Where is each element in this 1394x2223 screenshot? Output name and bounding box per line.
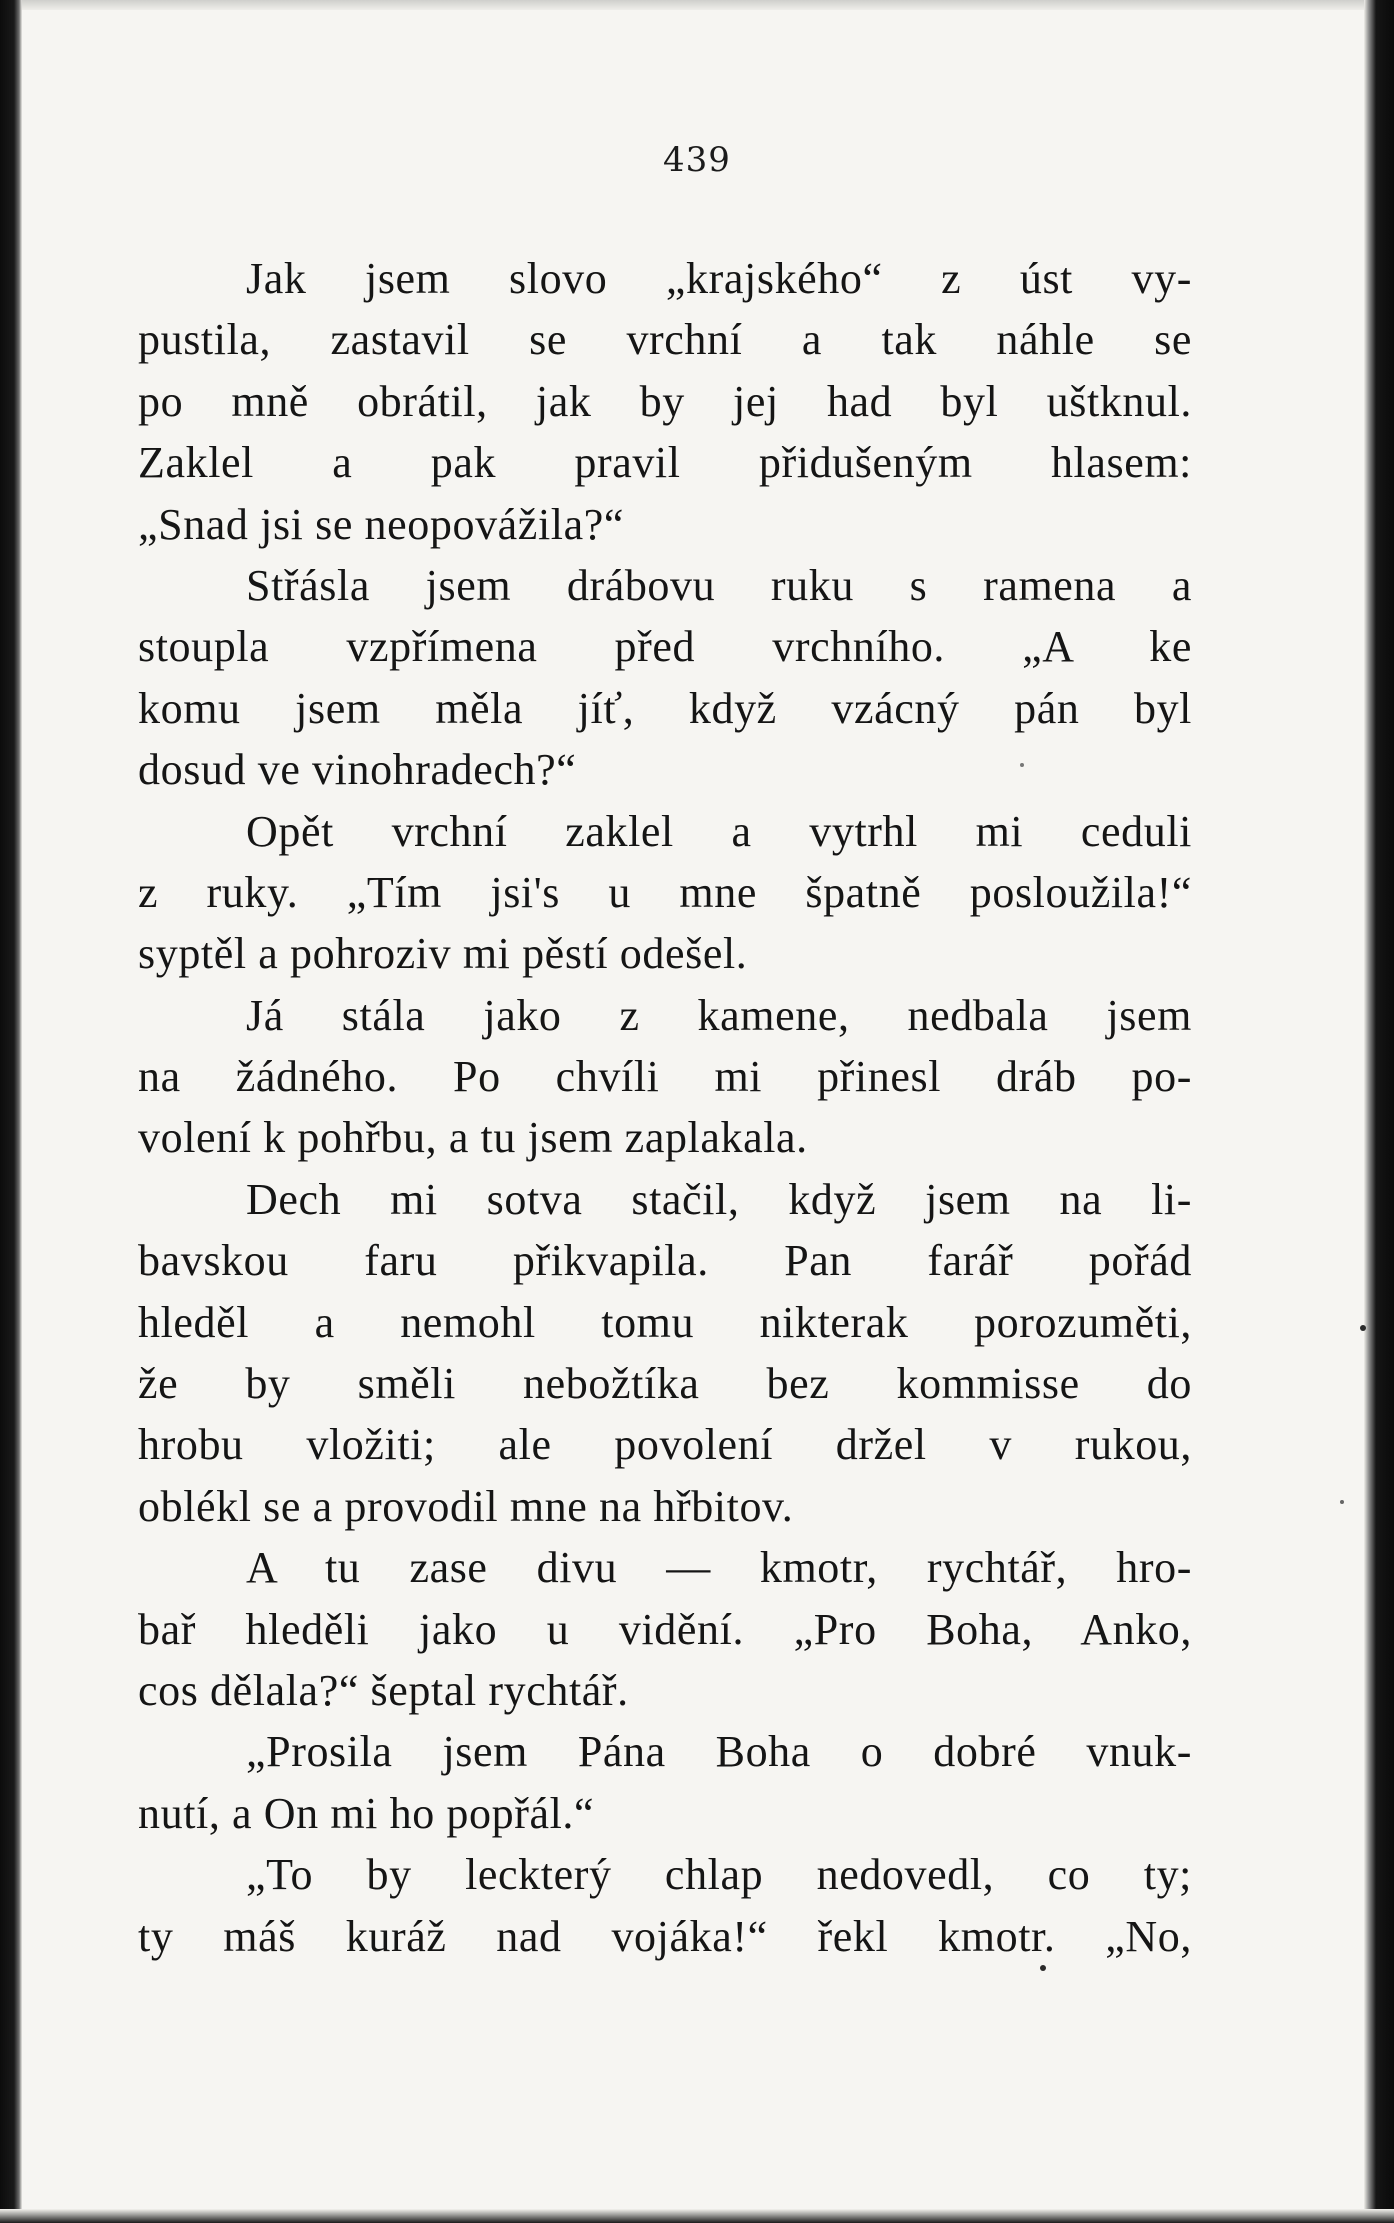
text-line: hleděl a nemohl tomu nikterak porozuměti, xyxy=(138,1297,1192,1347)
text-line: pustila, zastavil se vrchní a tak náhle se xyxy=(138,315,1192,365)
text-line: z ruky. „Tím jsi's u mne špatně posloužila!“ xyxy=(138,867,1192,917)
text-line: „Prosila jsem Pána Boha o dobré vnuk- xyxy=(246,1727,1192,1777)
ink-speck xyxy=(1340,1500,1344,1504)
text-line: nutí, a On mi ho popřál.“ xyxy=(138,1788,595,1838)
ink-speck xyxy=(1360,1325,1366,1331)
page-right-edge-shadow xyxy=(1364,0,1394,2223)
text-line: Zaklel a pak pravil přidušeným hlasem: xyxy=(138,438,1192,488)
text-line: hrobu vložiti; ale povolení držel v rukou, xyxy=(138,1420,1192,1470)
text-line: „To by leckterý chlap nedovedl, co ty; xyxy=(246,1850,1192,1900)
text-line: oblékl se a provodil mne na hřbitov. xyxy=(138,1481,794,1531)
text-line: cos dělala?“ šeptal rychtář. xyxy=(138,1665,629,1715)
ink-speck xyxy=(1020,763,1024,767)
text-line: Jak jsem slovo „krajského“ z úst vy- xyxy=(246,254,1192,303)
text-line: volení k pohřbu, a tu jsem zaplakala. xyxy=(138,1113,808,1163)
text-line: Střásla jsem drábovu ruku s ramena a xyxy=(246,560,1192,610)
text-line: „Snad jsi se neopovážila?“ xyxy=(138,499,624,549)
text-line: bař hleděli jako u vidění. „Pro Boha, Anko, xyxy=(138,1604,1192,1654)
text-line: Já stála jako z kamene, nedbala jsem xyxy=(246,990,1192,1040)
text-line: dosud ve vinohradech?“ xyxy=(138,745,577,795)
text-line: syptěl a pohroziv mi pěstí odešel. xyxy=(138,929,748,979)
text-line: bavskou faru přikvapila. Pan farář pořád xyxy=(138,1236,1192,1286)
text-line: Dech mi sotva stačil, když jsem na li- xyxy=(246,1174,1192,1224)
page-bottom-edge xyxy=(0,2209,1394,2223)
text-line: stoupla vzpřímena před vrchního. „A ke xyxy=(138,622,1192,672)
text-line: že by směli nebožtíka bez kommisse do xyxy=(138,1359,1192,1409)
text-line: ty máš kuráž nad vojáka!“ řekl kmotr. „No, xyxy=(138,1911,1192,1961)
page-top-edge xyxy=(0,0,1394,10)
body-text xyxy=(138,248,1192,1967)
text-line: A tu zase divu — kmotr, rychtář, hro- xyxy=(246,1543,1192,1593)
page-left-binding-shadow xyxy=(0,0,22,2223)
text-line: na žádného. Po chvíli mi přinesl dráb po- xyxy=(138,1052,1192,1102)
page-number: 439 xyxy=(663,140,731,180)
ink-speck xyxy=(1040,1965,1046,1971)
text-line: po mně obrátil, jak by jej had byl uštknul. xyxy=(138,376,1192,426)
text-line: komu jsem měla jíť, když vzácný pán byl xyxy=(138,683,1192,733)
text-line: Opět vrchní zaklel a vytrhl mi ceduli xyxy=(246,806,1192,856)
